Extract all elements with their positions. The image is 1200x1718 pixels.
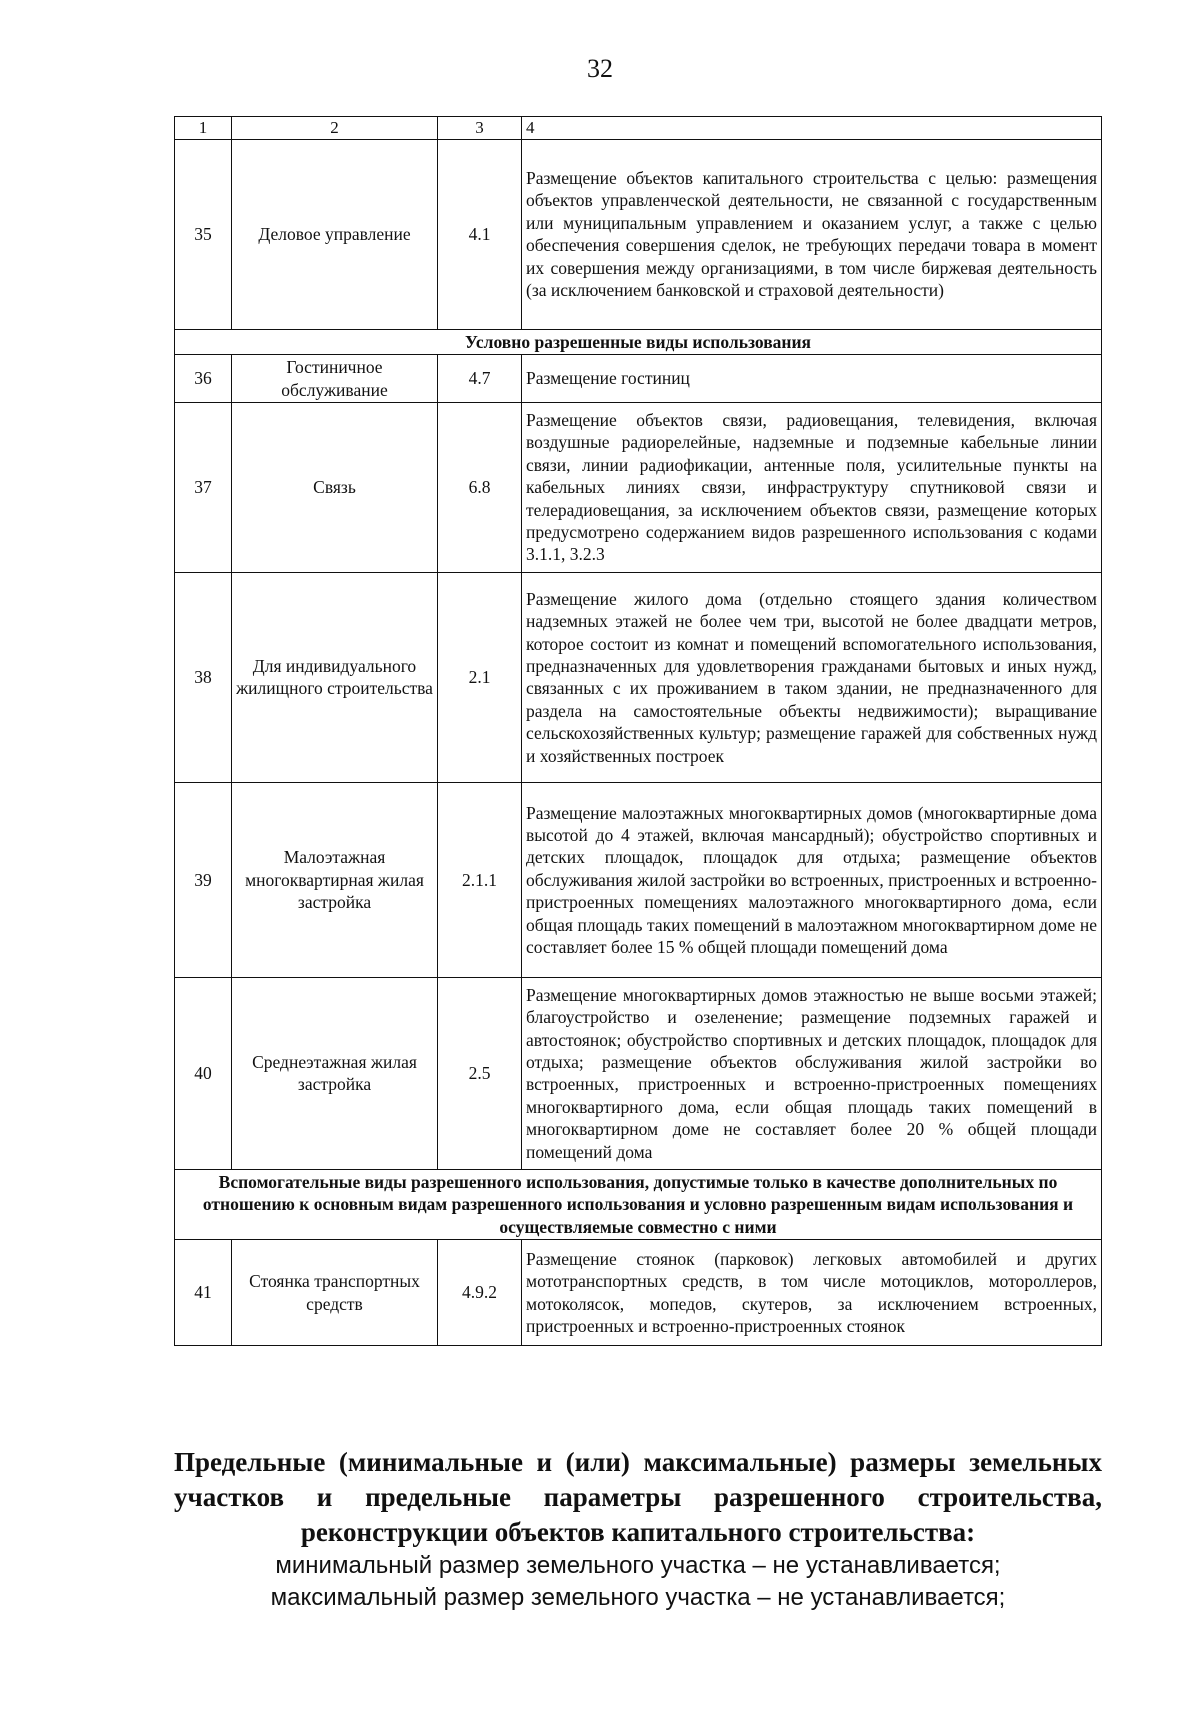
parameter-line-min: минимальный размер земельного участка – не устанавливается; <box>275 1552 1001 1580</box>
parameter-line-max: максимальный размер земельного участка – не устанавливается; <box>270 1583 1006 1611</box>
use-name: Деловое управление <box>232 139 438 329</box>
row-number: 41 <box>175 1240 232 1346</box>
table-header-row <box>175 117 1102 140</box>
row-number: 38 <box>175 572 232 782</box>
use-name: Гостиничное обслуживание <box>232 355 438 403</box>
parameters-heading: Предельные (минимальные и (или) максимальные) размеры земельных участков и предельные параметры разрешенного строительства, реконструкции объектов капитального строительства: <box>174 1447 1102 1548</box>
row-number: 37 <box>175 402 232 572</box>
use-description: Размещение жилого дома (отдельно стоящего здания количеством надземных этажей не более чем три, высотой не более двадцати метров, которое состоит из комнат и помещений вспомогательного использования, предназначенных для удовлетворения гражданами бытовых и иных нужд, связанных с их проживанием в таком здании, не предназначенного для раздела на самостоятельные объекты недвижимости); выращивание сельскохозяйственных культур; размещение гаражей для собственных нужд и хозяйственных построек <box>522 572 1102 782</box>
row-number: 40 <box>175 977 232 1169</box>
section-row <box>175 1169 1102 1239</box>
use-code: 2.1.1 <box>438 782 522 977</box>
parameters-section <box>174 1445 1102 1614</box>
use-description: Размещение малоэтажных многоквартирных домов (многоквартирные дома высотой до 4 этажей, включая мансардный); обустройство спортивных и детских площадок, площадок для отдыха; размещение объектов обслуживания жилой застройки во встроенных, пристроенных и встроенно-пристроенных помещениях малоэтажного многоквартирного дома, если общая площадь таких помещений в малоэтажном многоквартирном доме не составляет более 15 % общей площади помещений дома <box>522 782 1102 977</box>
use-code: 4.1 <box>438 139 522 329</box>
land-use-table <box>174 116 1102 1346</box>
use-description: Размещение объектов связи, радиовещания, телевидения, включая воздушные радиорелейные, надземные и подземные кабельные линии связи, линии радиофикации, антенные поля, усилительные пункты на кабельных линиях связи, инфраструктуру спутниковой связи и телерадиовещания, за исключением объектов связи, размещение которых предусмотрено содержанием видов разрешенного использования с кодами 3.1.1, 3.2.3 <box>522 402 1102 572</box>
row-number: 36 <box>175 355 232 403</box>
table-row <box>175 572 1102 782</box>
header-cell-3: 3 <box>438 117 522 140</box>
use-description: Размещение объектов капитального строительства с целью: размещения объектов управленческой деятельности, не связанной с государственным или муниципальным управлением и оказанием услуг, а также с целью обеспечения совершения сделок, не требующих передачи товара в момент их совершения между организациями, в том числе биржевая деятельность (за исключением банковской и страховой деятельности) <box>522 139 1102 329</box>
section-row <box>175 329 1102 354</box>
use-code: 6.8 <box>438 402 522 572</box>
row-number: 39 <box>175 782 232 977</box>
header-cell-4: 4 <box>522 117 1102 140</box>
use-code: 2.5 <box>438 977 522 1169</box>
use-code: 2.1 <box>438 572 522 782</box>
table-row <box>175 1240 1102 1346</box>
use-name: Среднеэтажная жилая застройка <box>232 977 438 1169</box>
page-number: 32 <box>587 54 613 83</box>
use-code: 4.9.2 <box>438 1240 522 1346</box>
table-row <box>175 977 1102 1169</box>
use-name: Стоянка транспортных средств <box>232 1240 438 1346</box>
use-description: Размещение многоквартирных домов этажностью не выше восьми этажей; благоустройство и озеленение; размещение подземных гаражей и автостоянок; обустройство спортивных и детских площадок, площадок для отдыха; размещение объектов обслуживания жилой застройки во встроенных, пристроенных и встроенно-пристроенных помещениях многоквартирного дома, если общая площадь таких помещений в многоквартирном доме не составляет более 20 % общей площади помещений дома <box>522 977 1102 1169</box>
row-number: 35 <box>175 139 232 329</box>
table-row <box>175 355 1102 403</box>
section-title: Условно разрешенные виды использования <box>175 329 1102 354</box>
table-row <box>175 139 1102 329</box>
header-cell-1: 1 <box>175 117 232 140</box>
use-name: Для индивидуального жилищного строительства <box>232 572 438 782</box>
use-code: 4.7 <box>438 355 522 403</box>
use-description: Размещение гостиниц <box>522 355 1102 403</box>
use-name: Малоэтажная многоквартирная жилая застройка <box>232 782 438 977</box>
table-row <box>175 782 1102 977</box>
table-row <box>175 402 1102 572</box>
use-description: Размещение стоянок (парковок) легковых автомобилей и других мототранспортных средств, в том числе мотоциклов, мотороллеров, мотоколясок, мопедов, скутеров, за исключением встроенных, пристроенных и встроенно-пристроенных стоянок <box>522 1240 1102 1346</box>
header-cell-2: 2 <box>232 117 438 140</box>
use-name: Связь <box>232 402 438 572</box>
section-title: Вспомогательные виды разрешенного использования, допустимые только в качестве дополнительных по отношению к основным видам разрешенного использования и условно разрешенным видам использования и осуществляемые совместно с ними <box>175 1169 1102 1239</box>
